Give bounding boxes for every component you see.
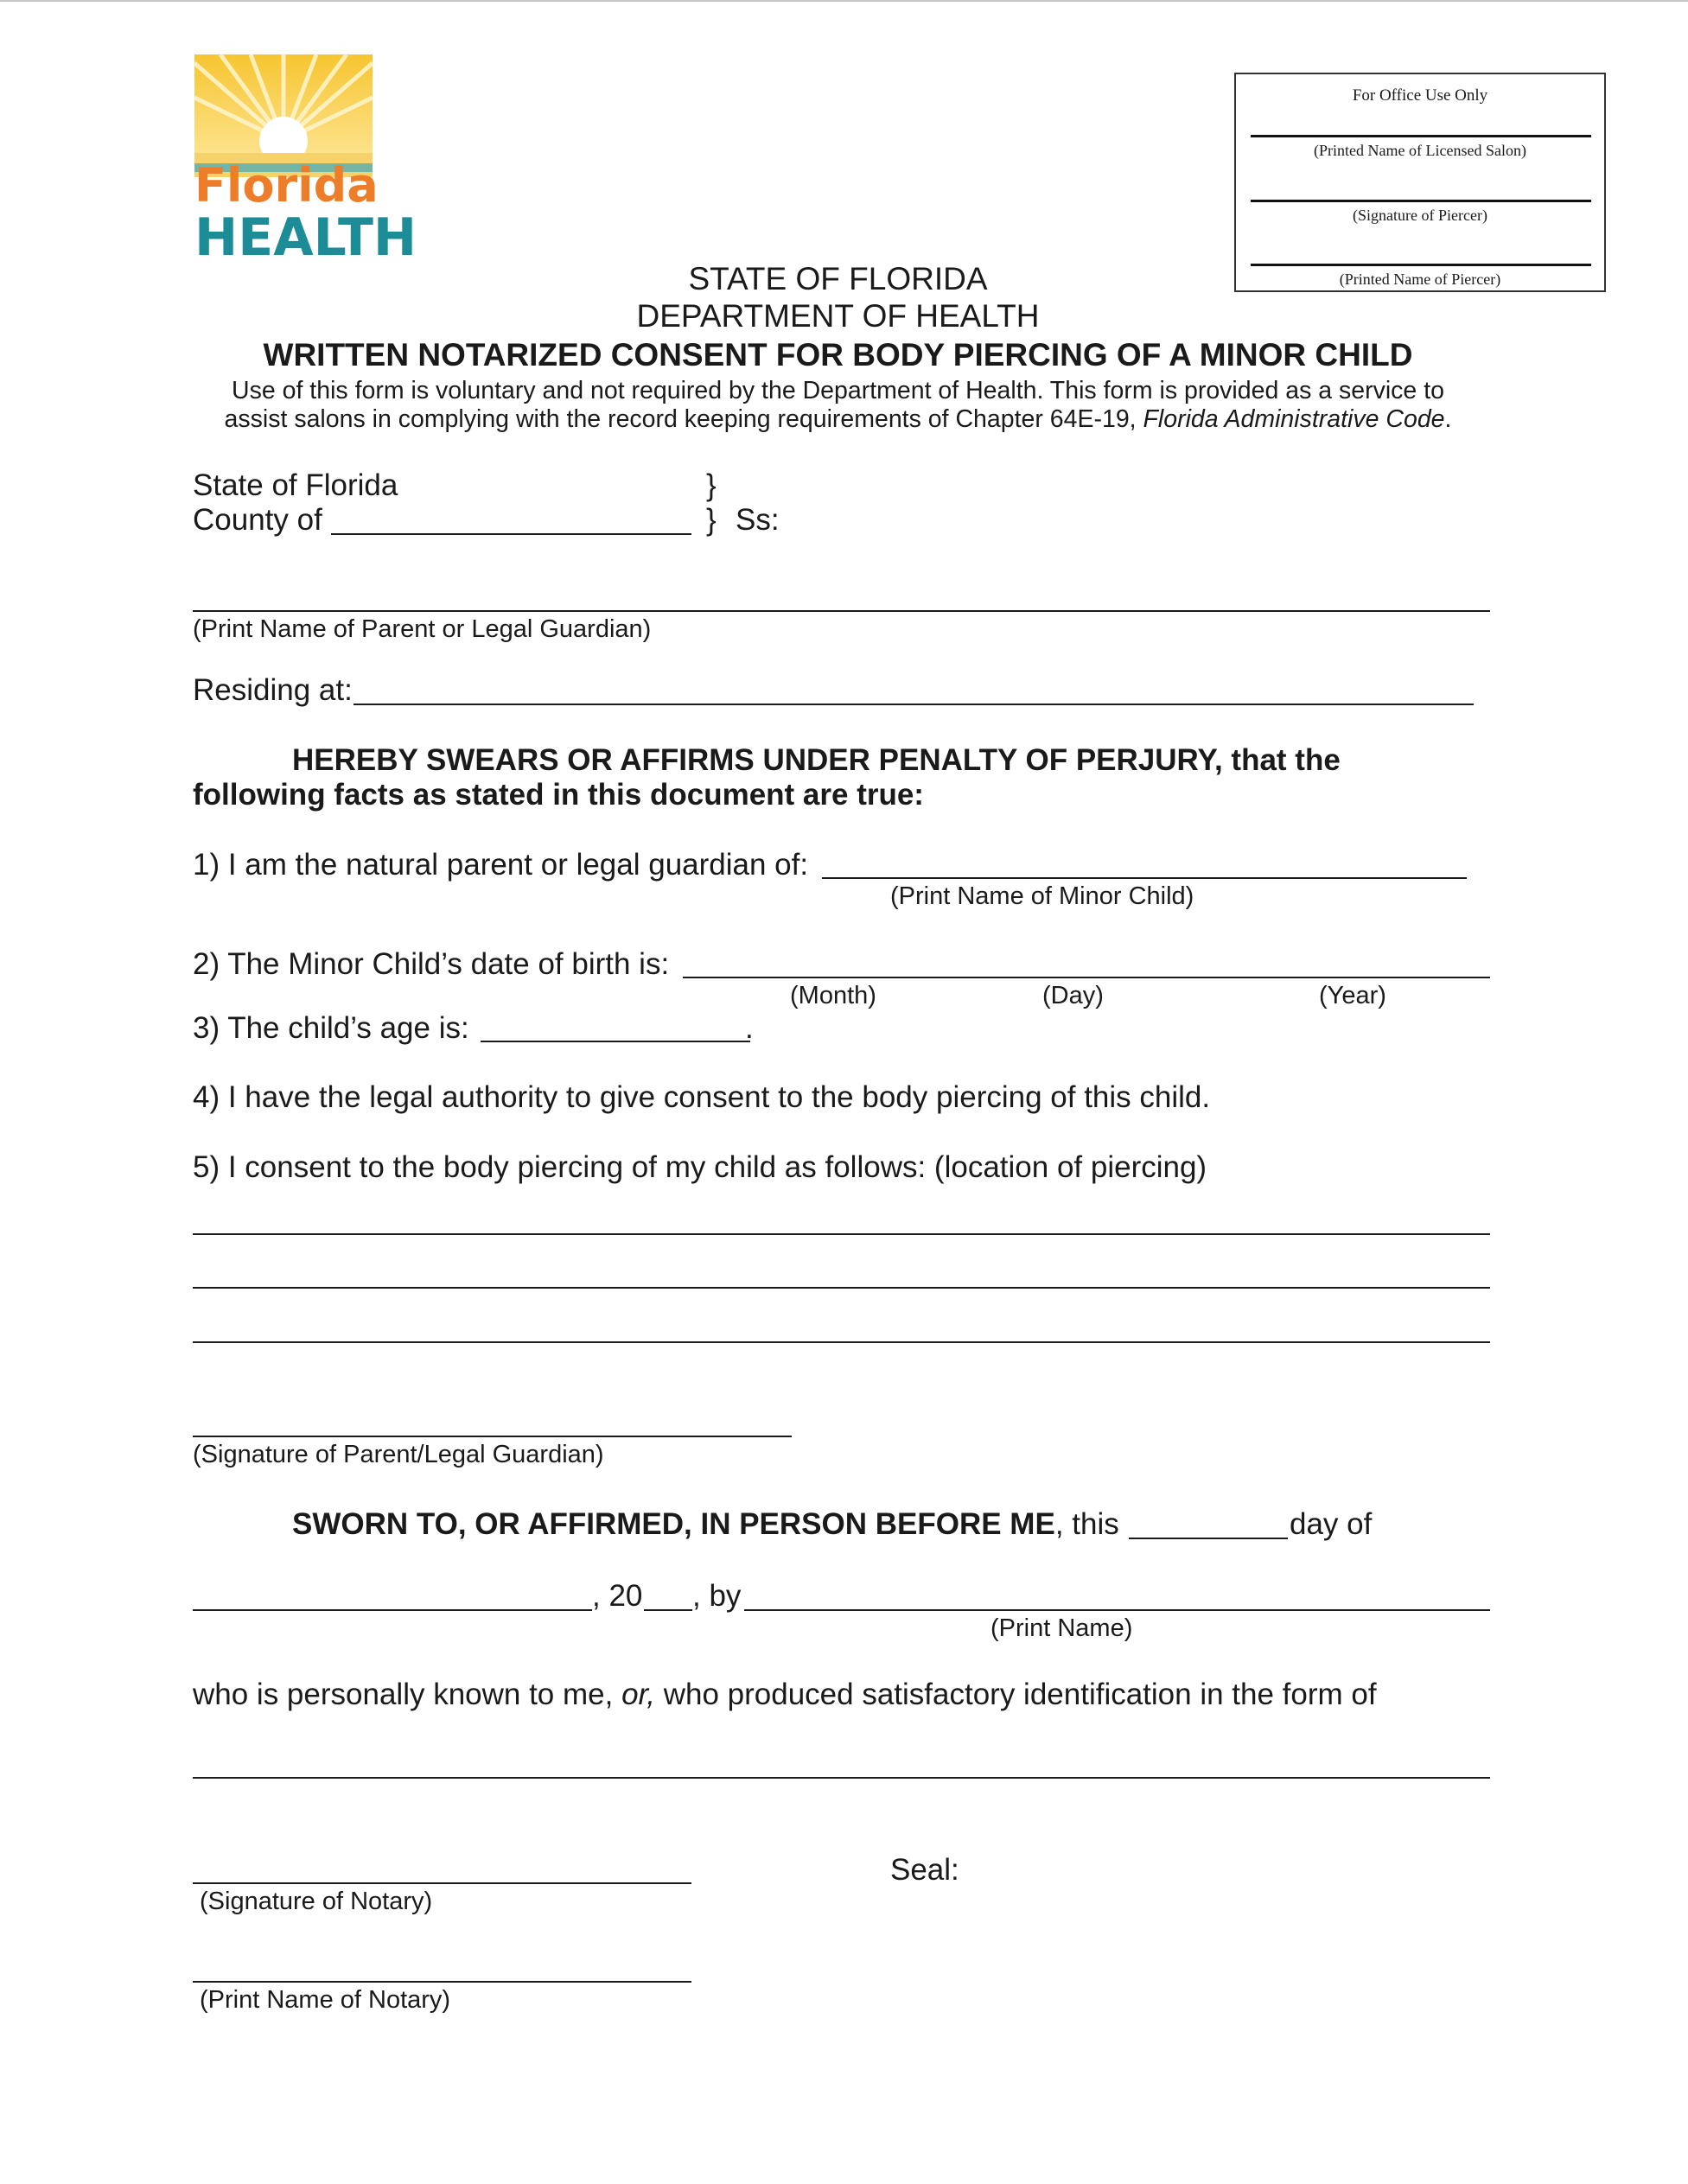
office-use-box xyxy=(1234,73,1606,292)
state-heading: STATE OF FLORIDA xyxy=(688,261,988,296)
item2-text: 2) The Minor Child’s date of birth is: xyxy=(193,947,670,981)
piercing-location-field-2[interactable] xyxy=(193,1287,1490,1289)
by-label: , by xyxy=(692,1579,742,1613)
piercer-signature-line[interactable] xyxy=(1251,200,1591,202)
identification-field[interactable] xyxy=(193,1777,1490,1779)
ss-label: Ss: xyxy=(736,503,780,537)
identification-text: who is personally known to me, or, who produced satisfactory identification in the form of xyxy=(193,1678,1377,1711)
minor-child-name-field[interactable] xyxy=(822,877,1467,879)
department-heading: DEPARTMENT OF HEALTH xyxy=(636,298,1040,334)
piercing-location-field-3[interactable] xyxy=(193,1341,1490,1343)
sworn-year-field[interactable] xyxy=(644,1609,692,1611)
year-caption: (Year) xyxy=(1319,982,1386,1009)
svg-text:Florida: Florida xyxy=(194,158,379,213)
seal-label: Seal: xyxy=(890,1853,959,1887)
sworn-by-name-field[interactable] xyxy=(744,1609,1490,1611)
item5-text: 5) I consent to the body piercing of my child as follows: (location of piercing) xyxy=(193,1150,1207,1184)
item3-text: 3) The child’s age is: xyxy=(193,1011,469,1045)
sun-logo-icon xyxy=(194,54,417,268)
print-name-caption: (Print Name) xyxy=(991,1614,1133,1642)
florida-health-logo xyxy=(194,54,417,268)
salon-name-caption: (Printed Name of Licensed Salon) xyxy=(1314,142,1526,159)
day-caption: (Day) xyxy=(1042,982,1104,1009)
item3-period: . xyxy=(745,1011,754,1045)
residing-address-field[interactable] xyxy=(354,704,1474,705)
oath-line1: HEREBY SWEARS OR AFFIRMS UNDER PENALTY OF PERJURY, that the xyxy=(292,743,1341,777)
date-of-birth-field[interactable] xyxy=(683,977,1490,978)
fac-reference: Florida Administrative Code xyxy=(1143,405,1445,433)
form-title: WRITTEN NOTARIZED CONSENT FOR BODY PIERCING OF A MINOR CHILD xyxy=(263,337,1413,372)
sworn-month-field[interactable] xyxy=(193,1609,592,1611)
brace-1: } xyxy=(706,468,717,502)
day-of-label: day of xyxy=(1290,1507,1373,1541)
residing-at-label: Residing at: xyxy=(193,673,353,707)
sworn-day-field[interactable] xyxy=(1129,1538,1288,1539)
sworn-bold-text: SWORN TO, OR AFFIRMED, IN PERSON BEFORE ME xyxy=(292,1507,1055,1541)
piercing-location-field-1[interactable] xyxy=(193,1233,1490,1235)
piercer-signature-caption: (Signature of Piercer) xyxy=(1353,207,1487,224)
child-age-field[interactable] xyxy=(481,1041,750,1042)
piercer-name-caption: (Printed Name of Piercer) xyxy=(1339,271,1501,288)
notary-print-name-caption: (Print Name of Notary) xyxy=(200,1986,451,2014)
county-field[interactable] xyxy=(331,533,691,535)
form-note-line2: assist salons in complying with the record keeping requirements of Chapter 64E-19, Florida Administrative Code. xyxy=(224,405,1452,433)
item4-text: 4) I have the legal authority to give consent to the body piercing of this child. xyxy=(193,1080,1211,1114)
item1-text: 1) I am the natural parent or legal guardian of: xyxy=(193,848,809,882)
office-use-title: For Office Use Only xyxy=(1352,86,1488,105)
parent-signature-field[interactable] xyxy=(193,1436,792,1437)
sworn-line: SWORN TO, OR AFFIRMED, IN PERSON BEFORE ME, this xyxy=(292,1507,1119,1541)
month-caption: (Month) xyxy=(790,982,876,1009)
svg-text:HEALTH: HEALTH xyxy=(194,207,417,268)
parent-name-caption: (Print Name of Parent or Legal Guardian) xyxy=(193,615,652,643)
county-label: County of xyxy=(193,503,322,537)
oath-line2: following facts as stated in this document are true: xyxy=(193,778,924,812)
state-of-florida-label: State of Florida xyxy=(193,468,398,502)
parent-signature-caption: (Signature of Parent/Legal Guardian) xyxy=(193,1441,604,1468)
notary-print-name-field[interactable] xyxy=(193,1981,691,1983)
notary-signature-field[interactable] xyxy=(193,1882,691,1884)
year-prefix: , 20 xyxy=(592,1579,643,1613)
form-note-line1: Use of this form is voluntary and not required by the Department of Health. This form is provided as a service to xyxy=(232,377,1444,404)
notary-signature-caption: (Signature of Notary) xyxy=(200,1888,433,1915)
parent-name-field[interactable] xyxy=(193,610,1490,612)
salon-name-line[interactable] xyxy=(1251,135,1591,137)
page-top-border xyxy=(0,0,1688,2)
brace-2: } xyxy=(706,503,717,537)
minor-child-name-caption: (Print Name of Minor Child) xyxy=(890,882,1194,910)
